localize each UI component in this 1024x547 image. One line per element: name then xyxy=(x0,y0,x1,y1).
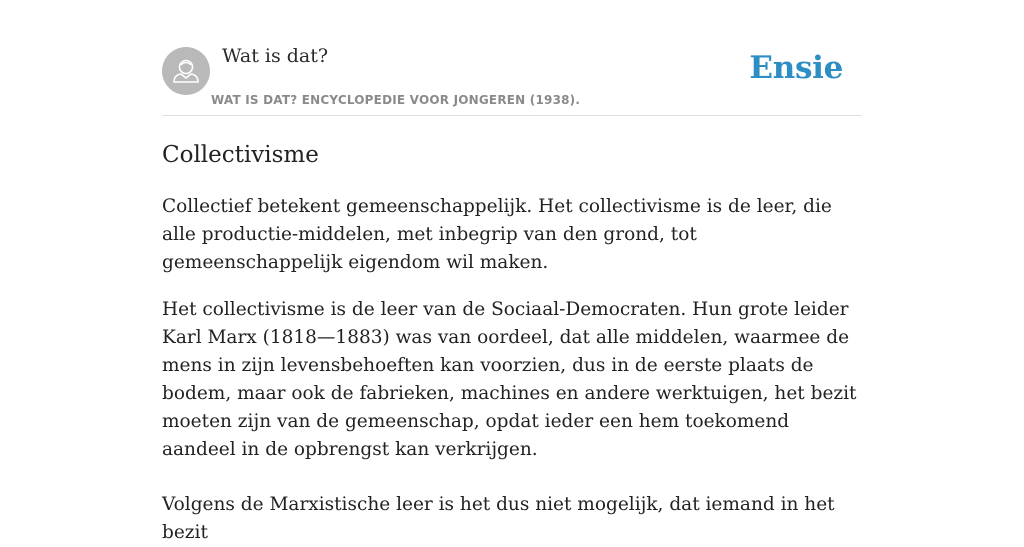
page xyxy=(162,0,862,543)
article-paragraph: Volgens de Marxistische leer is het dus niet mogelijk, dat iemand in het bezit xyxy=(162,494,835,543)
source-subtitle[interactable]: WAT IS DAT? ENCYCLOPEDIE VOOR JONGEREN (1938). xyxy=(211,93,581,107)
avatar[interactable] xyxy=(162,47,210,95)
article-paragraph: Collectief betekent gemeenschappelijk. Het collectivisme is de leer, die alle productie-middelen, met inbegrip van den grond, tot gemeenschappelijk eigendom wil maken. xyxy=(162,196,832,273)
source-header xyxy=(162,0,862,116)
user-silhouette-icon xyxy=(162,47,210,95)
source-title[interactable]: Wat is dat? xyxy=(222,45,329,67)
brand-logo[interactable]: Ensie xyxy=(749,50,843,86)
article-paragraph: Het collectivisme is de leer van de Sociaal-Democraten. Hun grote leider Karl Marx (1818—1883) was van oordeel, dat alle middelen, waarmee de mens in zijn levensbehoeften kan voorzien, dus in de eerste plaats de bodem, maar ook de fabrieken, machines en andere werktuigen, het bezit moeten zijn van de gemeenschap, opdat ieder een hem toekomend aandeel in de opbrengst kan verkrijgen. xyxy=(162,299,857,460)
article-title: Collectivisme xyxy=(162,142,319,168)
